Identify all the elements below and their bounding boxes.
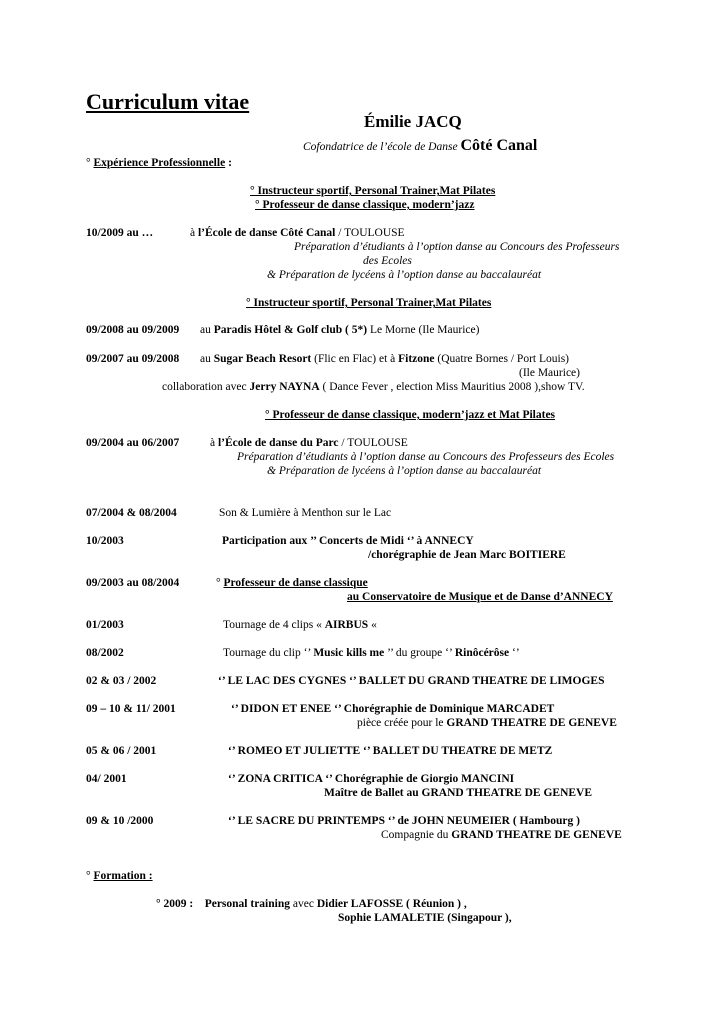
entry-text <box>223 646 520 660</box>
entry-text: ‘’ DIDON ET ENEE ‘’ Chorégraphie de Dominique MARCADET <box>231 703 555 715</box>
entry-detail: (Ile Maurice) <box>519 367 580 379</box>
entry-place <box>210 436 408 450</box>
entry-date: 09/2008 au 09/2009 <box>86 324 180 336</box>
entry-bold: Music kills me <box>313 647 385 659</box>
entry-date: 05 & 06 / 2001 <box>86 745 157 757</box>
role-title: ° Instructeur sportif, Personal Trainer,Mat Pilates <box>250 185 496 197</box>
entry-place-name: Fitzone <box>398 353 435 365</box>
formation-heading <box>86 869 153 883</box>
entry-date: 09/2003 au 08/2004 <box>86 577 180 589</box>
entry-city: Le Morne (Ile Maurice) <box>367 324 480 336</box>
experience-heading <box>86 156 232 170</box>
entry-city: / TOULOUSE <box>335 227 405 239</box>
entry-detail: au Conservatoire de Musique et de Danse d’ANNECY <box>347 591 613 603</box>
entry-prefix: Tournage de 4 clips « <box>223 619 325 631</box>
entry-detail: Maître de Ballet au GRAND THEATRE DE GENEVE <box>324 787 593 799</box>
entry-collaboration <box>162 380 585 394</box>
entry-text: ‘’ ZONA CRITICA ‘’ Chorégraphie de Giorgio MANCINI <box>228 773 515 785</box>
entry-prefix: à <box>190 227 198 239</box>
entry-bold: GRAND THEATRE DE GENEVE <box>451 829 622 841</box>
entry-text <box>223 618 377 632</box>
entry-date: 08/2002 <box>86 647 124 659</box>
entry-text <box>216 576 368 590</box>
formation-date: ° 2009 : <box>156 898 194 910</box>
entry-text: Participation aux ’’ Concerts de Midi ‘’ à ANNECY <box>222 535 474 547</box>
collab-detail: ( Dance Fever , election Miss Mauritius 2008 ),show TV. <box>319 381 585 393</box>
heading-colon: : <box>225 157 232 169</box>
school-name: Côté Canal <box>460 137 538 154</box>
entry-bold: AIRBUS <box>324 619 369 631</box>
entry-place <box>200 323 479 337</box>
entry-suffix: ‘’ <box>509 647 520 659</box>
role-title: ° Professeur de danse classique, modern’jazz <box>255 199 475 211</box>
entry-city: (Quatre Bornes / Port Louis) <box>434 353 569 365</box>
entry-prefix: à <box>210 437 218 449</box>
entry-date: 09 & 10 /2000 <box>86 815 154 827</box>
heading-bullet: ° <box>86 870 94 882</box>
entry-date: 09 – 10 & 11/ 2001 <box>86 703 176 715</box>
entry-detail <box>357 716 617 730</box>
entry-date: 04/ 2001 <box>86 773 127 785</box>
experience-heading-text: Expérience Professionnelle <box>93 157 226 169</box>
entry-middle: (Flic en Flac) et à <box>311 353 399 365</box>
entry-place <box>190 226 405 240</box>
cv-title: Curriculum vitae <box>86 89 250 114</box>
entry-prefix: Tournage du clip ‘’ <box>223 647 314 659</box>
entry-text: Son & Lumière à Menthon sur le Lac <box>219 507 392 519</box>
formation-entry <box>156 897 467 911</box>
entry-bold: Rinôcérôse <box>454 647 510 659</box>
person-name: Émilie JACQ <box>364 112 462 131</box>
entry-place-name: l’École de danse Côté Canal <box>197 227 336 239</box>
entry-place-name: l’École de danse du Parc <box>217 437 339 449</box>
entry-place-name: Paradis Hôtel & Golf club ( 5*) <box>213 324 368 336</box>
entry-detail: /chorégraphie de Jean Marc BOITIERE <box>368 549 566 561</box>
entry-date: 10/2003 <box>86 535 124 547</box>
entry-prefix: Compagnie du <box>381 829 452 841</box>
person-role <box>303 137 537 156</box>
entry-date: 10/2009 au … <box>86 227 154 239</box>
entry-role: Professeur de danse classique <box>223 577 368 589</box>
entry-bullet: ° <box>216 577 224 589</box>
formation-middle: avec <box>289 898 317 910</box>
entry-detail: & Préparation de lycéens à l’option danse au baccalauréat <box>267 269 542 281</box>
formation-trainer: Didier LAFOSSE ( Réunion ) , <box>316 898 467 910</box>
entry-date: 01/2003 <box>86 619 124 631</box>
entry-text: ‘’ ROMEO ET JULIETTE ‘’ BALLET DU THEATRE DE METZ <box>228 745 553 757</box>
entry-text: ‘’ LE LAC DES CYGNES ‘’ BALLET DU GRAND THEATRE DE LIMOGES <box>218 675 605 687</box>
collab-prefix: collaboration avec <box>162 381 250 393</box>
entry-detail: & Préparation de lycéens à l’option danse au baccalauréat <box>267 465 542 477</box>
section-heading: ° Instructeur sportif, Personal Trainer,Mat Pilates <box>246 297 492 309</box>
entry-detail: Préparation d’étudiants à l’option danse au Concours des Professeurs des Ecoles <box>237 451 615 463</box>
entry-middle: ’’ du groupe ‘’ <box>384 647 455 659</box>
entry-prefix: au <box>200 324 214 336</box>
entry-text: ‘’ LE SACRE DU PRINTEMPS ‘’ de JOHN NEUMEIER ( Hambourg ) <box>228 815 580 827</box>
entry-bold: GRAND THEATRE DE GENEVE <box>446 717 617 729</box>
entry-detail <box>381 828 622 842</box>
entry-date: 09/2004 au 06/2007 <box>86 437 180 449</box>
entry-date: 02 & 03 / 2002 <box>86 675 157 687</box>
entry-prefix: au <box>200 353 214 365</box>
formation-course: Personal training <box>204 898 290 910</box>
entry-detail: des Ecoles <box>363 255 412 267</box>
entry-suffix: « <box>368 619 377 631</box>
heading-bullet: ° <box>86 157 91 169</box>
entry-city: / TOULOUSE <box>338 437 408 449</box>
entry-date: 09/2007 au 09/2008 <box>86 353 180 365</box>
entry-date: 07/2004 & 08/2004 <box>86 507 177 519</box>
collab-name: Jerry NAYNA <box>249 381 320 393</box>
formation-trainer: Sophie LAMALETIE (Singapour ), <box>338 912 512 924</box>
entry-place <box>200 352 569 366</box>
formation-heading-text: Formation : <box>93 870 153 882</box>
entry-prefix: pièce créée pour le <box>357 717 447 729</box>
section-heading: ° Professeur de danse classique, modern’jazz et Mat Pilates <box>265 409 556 421</box>
entry-place-name: Sugar Beach Resort <box>213 353 312 365</box>
role-prefix: Cofondatrice de l’école de Danse <box>303 141 458 153</box>
entry-detail: Préparation d’étudiants à l’option danse au Concours des Professeurs <box>294 241 620 253</box>
